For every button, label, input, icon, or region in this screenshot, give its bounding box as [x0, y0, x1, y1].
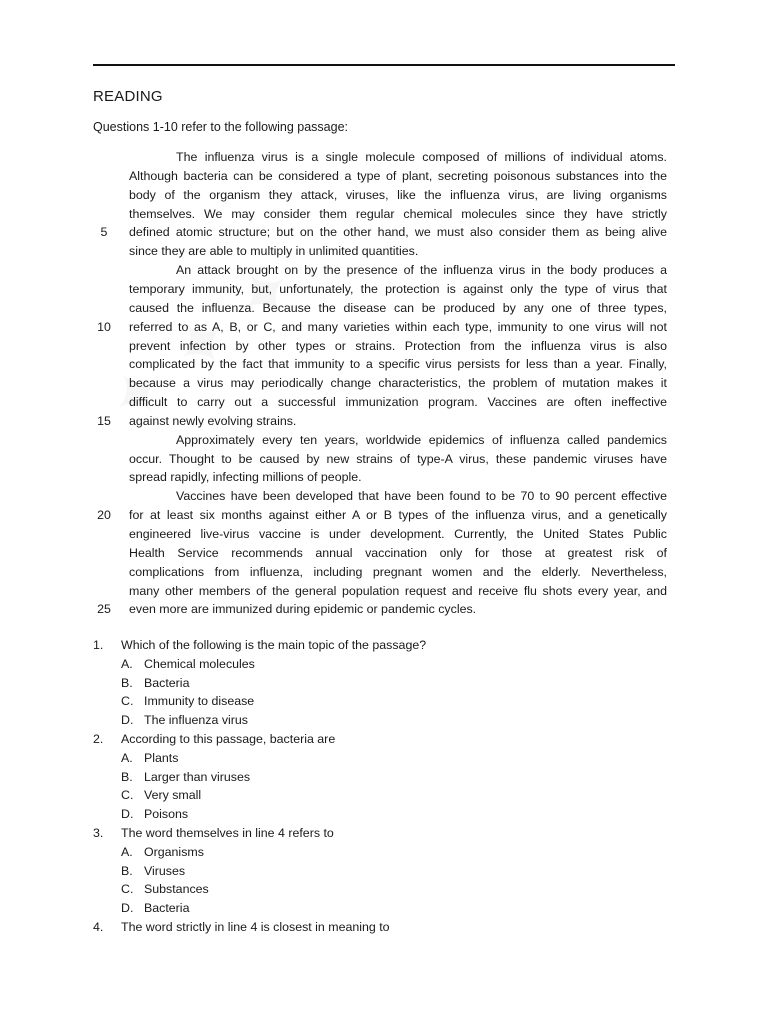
- passage-line: [0, 506, 768, 525]
- passage-line-text: referred to as A, B, or C, and many varieties within each type, immunity to one virus will not: [129, 319, 667, 334]
- option-letter: D.: [121, 807, 134, 822]
- question-number: 1.: [93, 638, 104, 652]
- passage-line: [0, 374, 768, 393]
- passage-line-text: The influenza virus is a single molecule composed of millions of individual atoms.: [176, 150, 667, 164]
- passage-line-text: caused the influenza. Because the disease can be produced by any one of three types,: [129, 300, 667, 315]
- passage-line: [0, 337, 768, 356]
- passage-line-text: themselves. We may consider them regular chemical molecules since they have strictly: [129, 206, 667, 221]
- passage-line: [0, 525, 768, 544]
- passage-line: [0, 487, 768, 506]
- option-text: Substances: [144, 882, 209, 897]
- question-text: The word themselves in line 4 refers to: [121, 826, 334, 840]
- passage-line-text: Approximately every ten years, worldwide epidemics of influenza called pandemics: [176, 432, 667, 447]
- passage-line: [0, 148, 768, 167]
- passage-line-text: prevent infection by other types or strains. Protection from the influenza virus is also: [129, 338, 667, 353]
- passage-line: [0, 261, 768, 280]
- answer-option[interactable]: [0, 862, 768, 881]
- question-text: The word strictly in line 4 is closest in meaning to: [121, 920, 390, 934]
- answer-option[interactable]: [0, 655, 768, 674]
- line-number: 20: [97, 508, 111, 523]
- passage-line: [0, 167, 768, 186]
- passage-line-text: many other members of the general population request and receive flu shots every year, and: [129, 583, 667, 598]
- answer-option[interactable]: [0, 880, 768, 899]
- option-text: Chemical molecules: [144, 656, 255, 671]
- passage-line-text: occur. Thought to be caused by new strains of type-A virus, these pandemic viruses have: [129, 451, 667, 466]
- option-text: Organisms: [144, 844, 204, 859]
- option-text: Plants: [144, 750, 179, 765]
- question-number: 4.: [93, 920, 104, 934]
- option-letter: D.: [121, 713, 134, 728]
- passage-line-text: complications from influenza, including pregnant women and the elderly. Nevertheless,: [129, 564, 667, 579]
- section-title: READING: [93, 88, 163, 105]
- line-number: 5: [100, 225, 108, 240]
- passage-line-text: Vaccines have been developed that have been found to be 70 to 90 percent effective: [176, 489, 667, 504]
- passage-line-text: defined atomic structure; but on the other hand, we must also consider them as being alive: [129, 225, 667, 240]
- option-text: Viruses: [144, 863, 186, 878]
- option-letter: A.: [121, 656, 133, 671]
- passage-line-text: for at least six months against either A or B types of the influenza virus, and a genetically: [129, 508, 667, 523]
- passage-line: [0, 450, 768, 469]
- line-number: 25: [97, 602, 111, 617]
- passage-line-text: Health Service recommends annual vaccination only for those at greatest risk of: [129, 545, 667, 560]
- option-text: Poisons: [144, 807, 189, 822]
- passage-line-text: since they are able to multiply in unlimited quantities.: [129, 244, 419, 259]
- passage-line: [0, 468, 768, 487]
- line-number: 10: [97, 319, 111, 334]
- option-letter: C.: [121, 694, 134, 709]
- passage-line: [0, 186, 768, 205]
- option-text: The influenza virus: [144, 713, 248, 728]
- passage-line: [0, 355, 768, 374]
- passage-line: [0, 205, 768, 224]
- option-text: Immunity to disease: [144, 694, 255, 709]
- question: [0, 918, 768, 937]
- passage-line: [0, 563, 768, 582]
- option-letter: C.: [121, 882, 134, 897]
- option-text: Bacteria: [144, 675, 190, 690]
- option-letter: B.: [121, 769, 133, 784]
- line-number: 15: [97, 413, 111, 428]
- passage-line: [0, 318, 768, 337]
- passage-intro: Questions 1-10 refer to the following passage:: [93, 120, 349, 134]
- passage-line-text: temporary immunity, but, unfortunately, the protection is against only the type of virus that: [129, 281, 667, 296]
- passage-line-text: even more are immunized during epidemic or pandemic cycles.: [129, 602, 477, 617]
- answer-option[interactable]: [0, 692, 768, 711]
- passage-line-text: engineered live-virus vaccine is under development. Currently, the United States Public: [129, 527, 667, 541]
- answer-option[interactable]: [0, 768, 768, 787]
- passage-line: [0, 412, 768, 431]
- passage-line: [0, 600, 768, 619]
- passage-line: [0, 242, 768, 261]
- option-letter: B.: [121, 863, 133, 878]
- passage-line-text: spread rapidly, infecting millions of people.: [129, 470, 362, 485]
- passage-line-text: An attack brought on by the presence of the influenza virus in the body produces a: [176, 263, 667, 278]
- answer-option[interactable]: [0, 711, 768, 730]
- option-text: Larger than viruses: [144, 769, 251, 784]
- option-text: Very small: [144, 788, 202, 803]
- passage-line: [0, 393, 768, 412]
- answer-option[interactable]: [0, 749, 768, 768]
- passage-line: [0, 544, 768, 563]
- answer-option[interactable]: [0, 843, 768, 862]
- question: [0, 730, 768, 749]
- passage-line-text: because a virus may periodically change characteristics, the problem of mutation makes it: [129, 376, 667, 391]
- passage-line-text: body of the organism they attack, viruses, like the influenza virus, are living organisms: [129, 187, 667, 202]
- passage-line-text: against newly evolving strains.: [129, 413, 297, 428]
- question-text: Which of the following is the main topic of the passage?: [121, 638, 427, 652]
- passage-line: [0, 431, 768, 450]
- option-letter: C.: [121, 788, 134, 803]
- answer-option[interactable]: [0, 786, 768, 805]
- passage-line: [0, 223, 768, 242]
- option-letter: B.: [121, 675, 133, 690]
- question: [0, 824, 768, 843]
- passage-line: [0, 280, 768, 299]
- question-number: 2.: [93, 732, 104, 746]
- passage-line-text: complicated by the fact that immunity to a specific virus persists for less than a year. Finally,: [129, 357, 667, 372]
- top-rule: [93, 64, 675, 66]
- passage-line: [0, 299, 768, 318]
- option-letter: A.: [121, 750, 133, 765]
- answer-option[interactable]: [0, 674, 768, 693]
- passage-line: [0, 582, 768, 601]
- answer-option[interactable]: [0, 805, 768, 824]
- passage-line-text: Although bacteria can be considered a type of plant, secreting poisonous substances into the: [129, 168, 667, 183]
- option-text: Bacteria: [144, 901, 190, 916]
- question: [0, 636, 768, 655]
- option-letter: A.: [121, 844, 133, 859]
- answer-option[interactable]: [0, 899, 768, 918]
- question-text: According to this passage, bacteria are: [121, 732, 336, 746]
- passage-line-text: difficult to carry out a successful immunization program. Vaccines are often ineffective: [129, 395, 667, 410]
- question-number: 3.: [93, 826, 104, 840]
- option-letter: D.: [121, 901, 134, 916]
